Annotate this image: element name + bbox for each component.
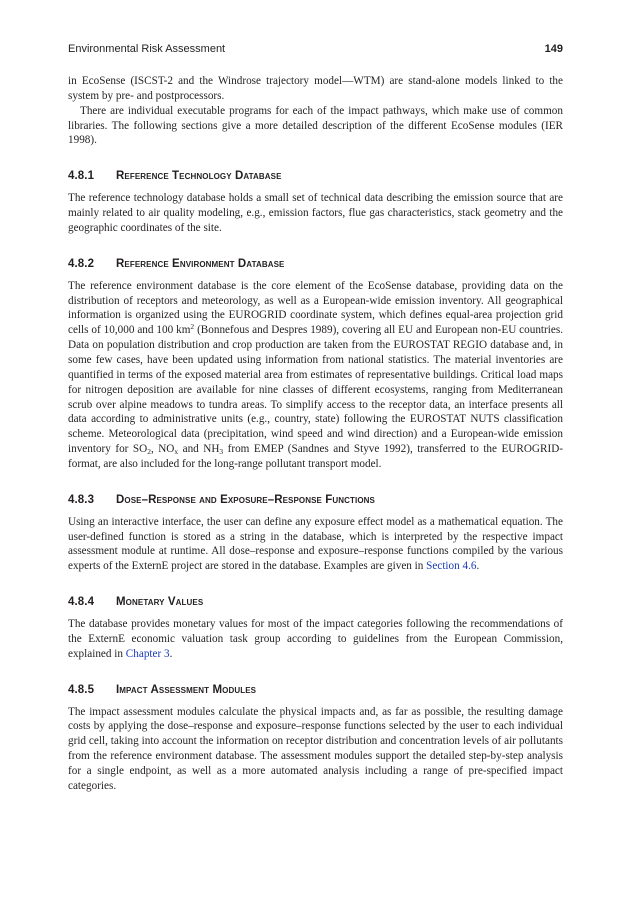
section-4-8-1-paragraph: The reference technology database holds a small set of technical data describing the emission source that are mainly related to air quality modeling, e.g., emission factors, flue gas characteristics, stack geometry and the geographic coordinates of the site. xyxy=(68,192,563,234)
text-run: The database provides monetary values for most of the impact categories following the recommendations of the ExternE economic valuation task group according to guidelines from the European Commission, explained in xyxy=(68,618,563,660)
subscript: x xyxy=(174,447,179,457)
section-4-8-5-paragraph: The impact assessment modules calculate the physical impacts and, as far as possible, the resulting damage costs by applying the dose–response and exposure–response functions selected by the user to each individual grid cell, taking into account the information on receptor distribution and concentration levels of air pollutants from the reference environment database. The assessment modules support the detailed step-by-step analysis for a single endpoint, as well as a more automated analysis including a range of pre-specified impact categories. xyxy=(68,705,563,792)
section-heading-4-8-5 xyxy=(68,683,563,697)
section-heading-4-8-1 xyxy=(68,169,563,183)
text-run: and NH xyxy=(178,443,220,456)
section-number: 4.8.5 xyxy=(68,683,95,696)
section-heading-4-8-4 xyxy=(68,595,563,609)
page-body xyxy=(68,74,563,794)
section-title: Dose–Response and Exposure–Response Functions xyxy=(116,493,375,506)
intro-paragraph-continued: in EcoSense (ISCST-2 and the Windrose trajectory model—WTM) are stand-alone models linked to the system by pre- and postprocessors. xyxy=(68,75,563,102)
section-heading-4-8-2 xyxy=(68,257,563,271)
text-run: The reference environment database is the core element of the EcoSense database, providing data on the distribution of receptors and meteorology, as well as a European-wide emission inventory. All geographical information is organized using the EUROGRID coordinate system, which defines equal-area projection grid cells of 10,000 and 100 km xyxy=(68,279,563,337)
text-run: Using an interactive interface, the user can define any exposure effect model as a mathematical equation. The user-defined function is stored as a string in the database, which is interpreted by the respective impact assessment module at runtime. All dose–response and exposure–response functions compiled by the various experts of the ExternE project are stored in the database. Examples are given in xyxy=(68,515,563,573)
section-heading-4-8-3 xyxy=(68,493,563,507)
section-4-8-2-paragraph xyxy=(68,279,563,472)
text-run: . xyxy=(476,560,480,573)
section-number: 4.8.4 xyxy=(68,596,95,609)
section-title: Reference Technology Database xyxy=(116,170,282,183)
section-number: 4.8.3 xyxy=(68,493,95,506)
page-number: 149 xyxy=(544,43,563,55)
subscript: 2 xyxy=(147,447,151,457)
running-header xyxy=(68,42,563,56)
section-title: Impact Assessment Modules xyxy=(116,683,257,696)
chapter-3-link[interactable]: Chapter 3 xyxy=(125,647,170,660)
running-title: Environmental Risk Assessment xyxy=(68,43,226,55)
section-4-8-3-paragraph xyxy=(68,515,563,574)
section-4-6-link[interactable]: Section 4.6 xyxy=(426,560,477,573)
section-title: Monetary Values xyxy=(116,596,204,609)
section-title: Reference Environment Database xyxy=(116,257,285,270)
text-run: (Bonnefous and Despres 1989), covering all EU and European non-EU countries. Data on population distribution and crop production are taken from the EUROSTAT REGIO database and, in some few cases, have been updated using information from national statistics. The material inventories are quantified in terms of the exposed material area from estimates of representative buildings. Critical load maps for nitrogen deposition are available for nine classes of different ecosystems, ranging from Mediterranean scrub over alpine meadows to tundra areas. To simplify access to the receptor data, an interface presents all data according to administrative units (e.g., country, state) following the EUROSTAT NUTS classification scheme. Meteorological data (precipitation, wind speed and wind direction) and a European-wide emission inventory for SO xyxy=(68,324,563,456)
text-run: , NO xyxy=(150,443,175,456)
text-run: . xyxy=(169,647,173,660)
intro-paragraph: There are individual executable programs for each of the impact pathways, which make use of common libraries. The following sections give a more detailed description of the different EcoSense modules (IER 1998). xyxy=(68,104,563,147)
section-number: 4.8.1 xyxy=(68,170,95,183)
section-4-8-4-paragraph xyxy=(68,617,563,662)
superscript: 2 xyxy=(190,322,195,332)
section-number: 4.8.2 xyxy=(68,257,95,270)
subscript: 3 xyxy=(219,447,224,457)
text-run: from EMEP (Sandnes and Styve 1992), transferred to the EUROGRID-format, are also included for the long-range pollutant transport model. xyxy=(68,443,563,470)
